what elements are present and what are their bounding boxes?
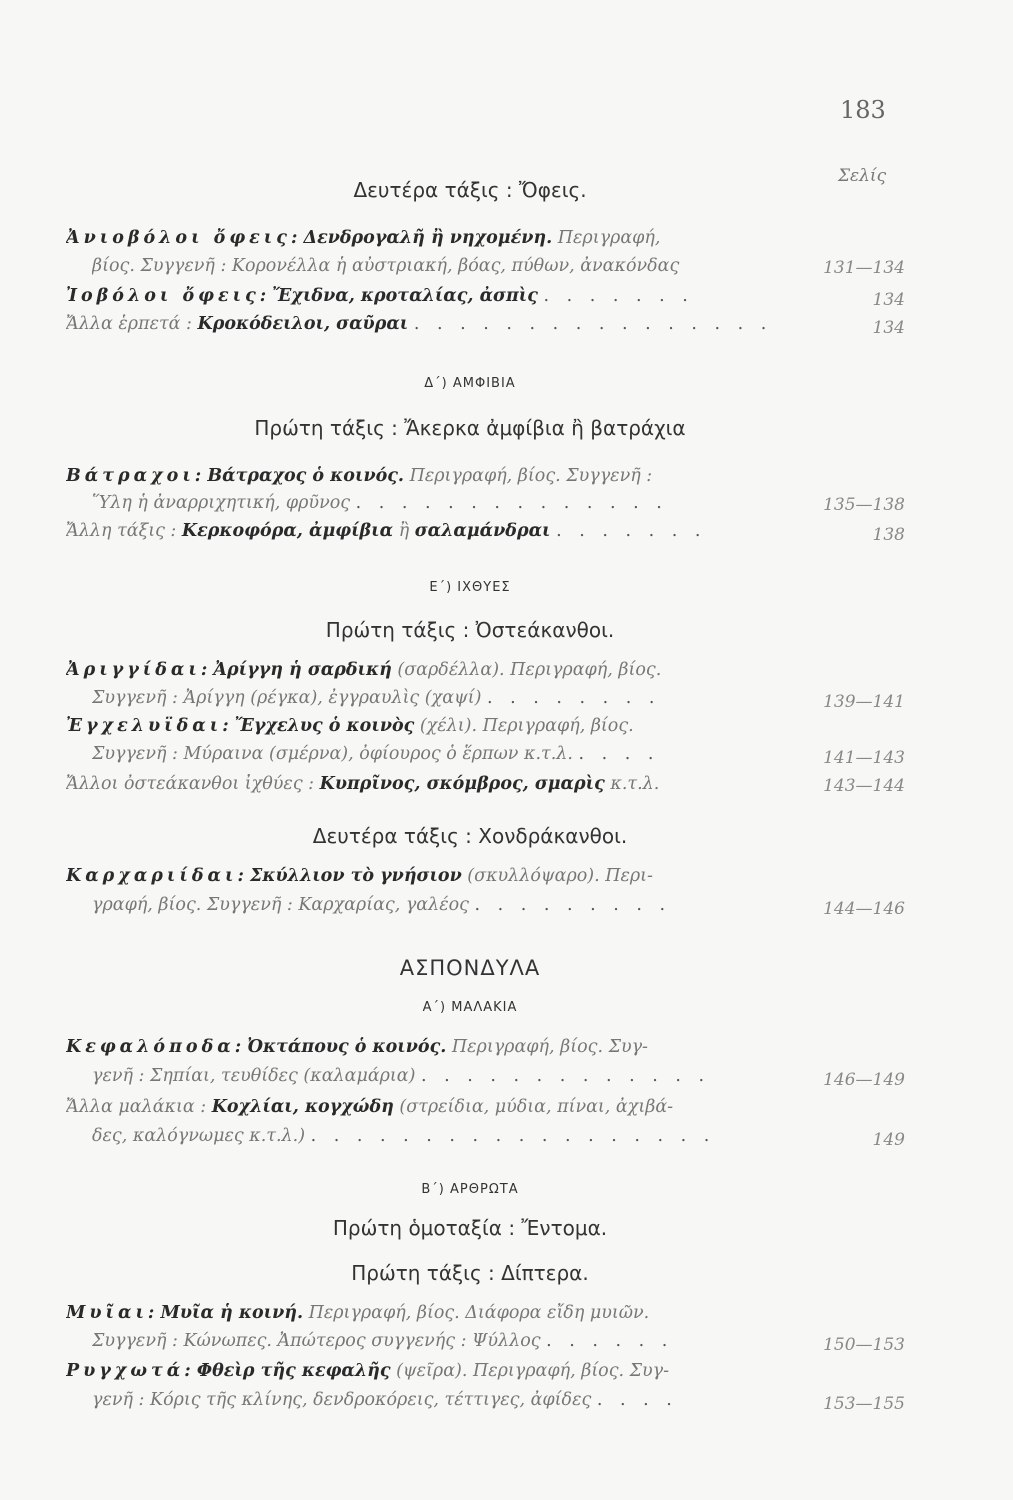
section-heading-ichthyes: Ε΄) ΙΧΘΥΕΣ bbox=[429, 580, 511, 595]
page-ref: 143—144 bbox=[823, 776, 905, 796]
page-ref: 134 bbox=[872, 318, 905, 338]
page-ref: 141—143 bbox=[823, 748, 905, 768]
page-ref: 146—149 bbox=[823, 1070, 905, 1090]
section-heading-akerka: Πρώτη τάξις : Ἄκερκα ἀμφίβια ἢ βατράχια bbox=[254, 416, 686, 440]
page-ref: 134 bbox=[872, 290, 905, 310]
section-heading-entoma: Πρώτη ὁμοταξία : Ἔντομα. bbox=[332, 1216, 608, 1240]
page-ref: 153—155 bbox=[823, 1394, 905, 1414]
page-ref: 131—134 bbox=[823, 258, 905, 278]
section-heading-aspondyla: ΑΣΠΟΝΔΥΛΑ bbox=[399, 956, 541, 980]
page-number: 183 bbox=[840, 96, 886, 124]
page-ref: 149 bbox=[872, 1130, 905, 1150]
section-heading-osteakanthoi: Πρώτη τάξις : Ὀστεάκανθοι. bbox=[325, 618, 615, 642]
section-heading-diptera: Πρώτη τάξις : Δίπτερα. bbox=[351, 1261, 589, 1285]
section-heading-amfibia: Δ΄) ΑΜΦΙΒΙΑ bbox=[424, 376, 516, 391]
section-heading-malakia: Α΄) ΜΑΛΑΚΙΑ bbox=[422, 1000, 518, 1015]
section-heading-arthrota: Β΄) ΑΡΘΡΩΤΑ bbox=[421, 1182, 519, 1197]
page-ref: 135—138 bbox=[823, 495, 905, 515]
page-ref: 138 bbox=[872, 525, 905, 545]
page-ref: 144—146 bbox=[823, 899, 905, 919]
selis-label: Σελίς bbox=[838, 166, 887, 186]
section-heading-ofeis: Δευτέρα τάξις : Ὄφεις. bbox=[353, 178, 587, 202]
page-ref: 139—141 bbox=[823, 692, 905, 712]
section-heading-chondrakanthoi: Δευτέρα τάξις : Χονδράκανθοι. bbox=[312, 824, 628, 848]
page-ref: 150—153 bbox=[823, 1335, 905, 1355]
